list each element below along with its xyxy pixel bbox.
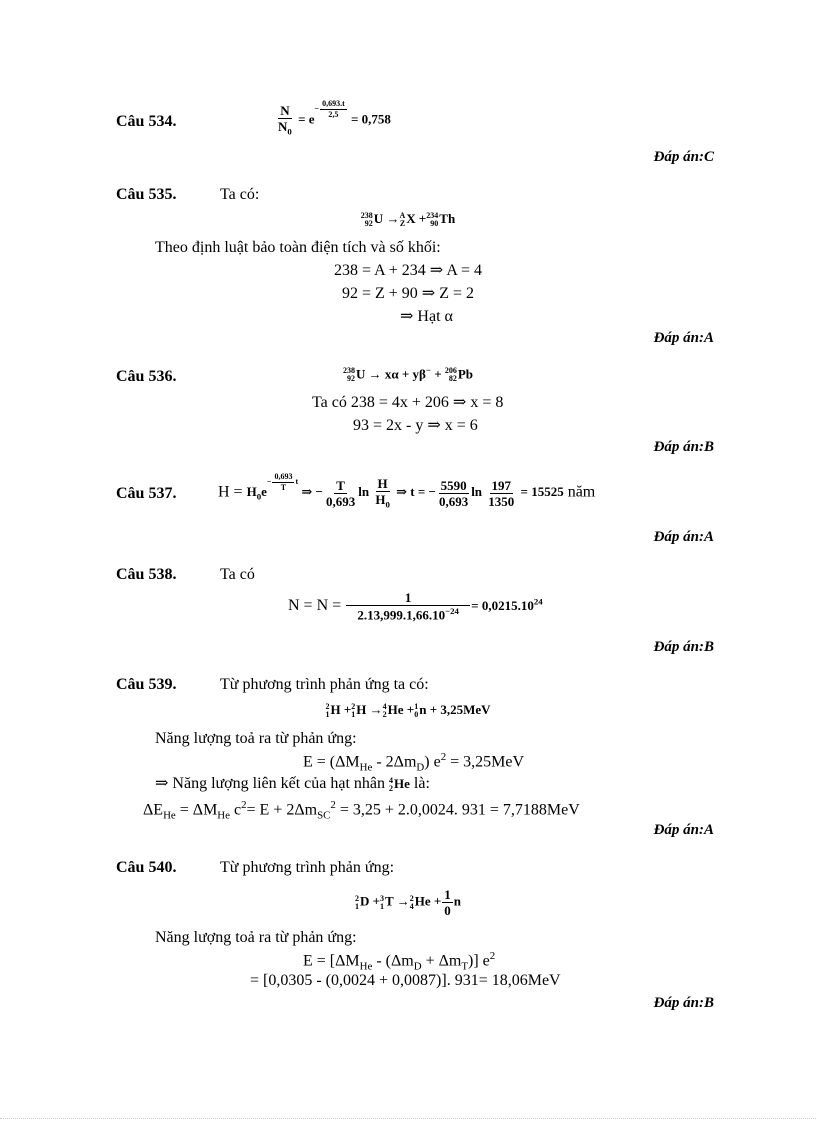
q537-answer: Đáp án:A bbox=[653, 529, 714, 545]
q539-line2: $\Delta E_{He} = \Delta M_{He}$ $c^2= E + 2\Delta m_{SC}^2 = 3,25 + 2.0,0024$. 931 = 7,7188MeV bbox=[143, 799, 580, 822]
q538-label: Câu 538. bbox=[116, 566, 177, 583]
q534-formula: $\frac{N}{N_0}$ = $e^{- \frac{0,693.t}{2,5}}$ = 0,758 bbox=[278, 99, 391, 137]
q539-label: Câu 539. bbox=[116, 676, 177, 693]
q540-label: Câu 540. bbox=[116, 859, 177, 876]
q535-reaction: 238 92 U → A Z X + 234 90 Th bbox=[360, 211, 456, 229]
q540-line1: $E = [\Delta M_{He} - (\Delta m_D + \Delta m_T)]$ $e^2$ bbox=[303, 950, 496, 973]
q534-answer: Đáp án:C bbox=[653, 149, 714, 165]
q535-line2: 92 = Z + 90 ⇒ Z = 2 bbox=[341, 285, 475, 302]
q537-formula: $H = H_0e^{- \frac{0,693}{T} t}$ ⇒ − $\frac{T}{0,693}$ ln $\frac{H}{H_0}$ ⇒ t = − $\frac{5590}{0,693}$ ln $\frac{197}{1350}$ = 15525 năm bbox=[218, 472, 596, 510]
q536-answer: Đáp án:B bbox=[653, 439, 714, 455]
q536-label: Câu 536. bbox=[116, 368, 177, 385]
q540-text1: Năng lượng toả ra từ phản ứng: bbox=[155, 929, 357, 946]
q540-intro: Từ phương trình phản ứng: bbox=[220, 859, 395, 876]
q534-label: Câu 534. bbox=[116, 113, 177, 130]
q539-reaction: 2 1 H + 2 1 H → 4 2 He + 1 0 n + 3,25MeV bbox=[325, 702, 491, 720]
q536-line1: Ta có 238 = 4x + 206 ⇒ x = 8 bbox=[312, 394, 504, 411]
q540-reaction: 2 1 D + 3 1 T → 2 4 He + $\frac{1}{0}$ n bbox=[354, 887, 462, 918]
q538-answer: Đáp án:B bbox=[653, 639, 714, 655]
page-footer-rule bbox=[0, 1118, 816, 1119]
q535-line1: 238 = A + 234 ⇒ A = 4 bbox=[333, 262, 483, 279]
q538-intro: Ta có bbox=[220, 566, 255, 583]
q535-line3: ⇒ Hạt α bbox=[400, 308, 453, 325]
q535-intro: Ta có: bbox=[220, 186, 260, 203]
q540-line2: = [0,0305 - (0,0024 + 0,0087)]. 931= 18,06MeV bbox=[250, 972, 561, 989]
q536-reaction: 238 92 U → xα + yβ− + 206 82 Pb bbox=[342, 365, 474, 384]
q537-label: Câu 537. bbox=[116, 485, 177, 502]
q535-label: Câu 535. bbox=[116, 186, 177, 203]
q535-text1: Theo định luật bảo toàn điện tích và số khối: bbox=[155, 239, 441, 256]
q540-answer: Đáp án:B bbox=[653, 995, 714, 1011]
q539-answer: Đáp án:A bbox=[653, 822, 714, 838]
q536-line2: 93 = 2x - y ⇒ x = 6 bbox=[353, 417, 478, 434]
q539-line1: $E = (\Delta M_{He} - 2\Delta m_D) e^2 = 3,25MeV$ bbox=[303, 751, 525, 774]
q538-formula: N = N = $\frac{1}{2.13,999.1,66.10^{-24}}$ = $0,0215.10^{24}$ bbox=[288, 590, 543, 623]
q539-intro: Từ phương trình phản ứng ta có: bbox=[220, 676, 429, 693]
q535-answer: Đáp án:A bbox=[653, 330, 714, 346]
q539-text1: Năng lượng toả ra từ phản ứng: bbox=[155, 730, 357, 747]
q539-text2: ⇒ Năng lượng liên kết của hạt nhân 4 2 He là: bbox=[155, 775, 430, 794]
